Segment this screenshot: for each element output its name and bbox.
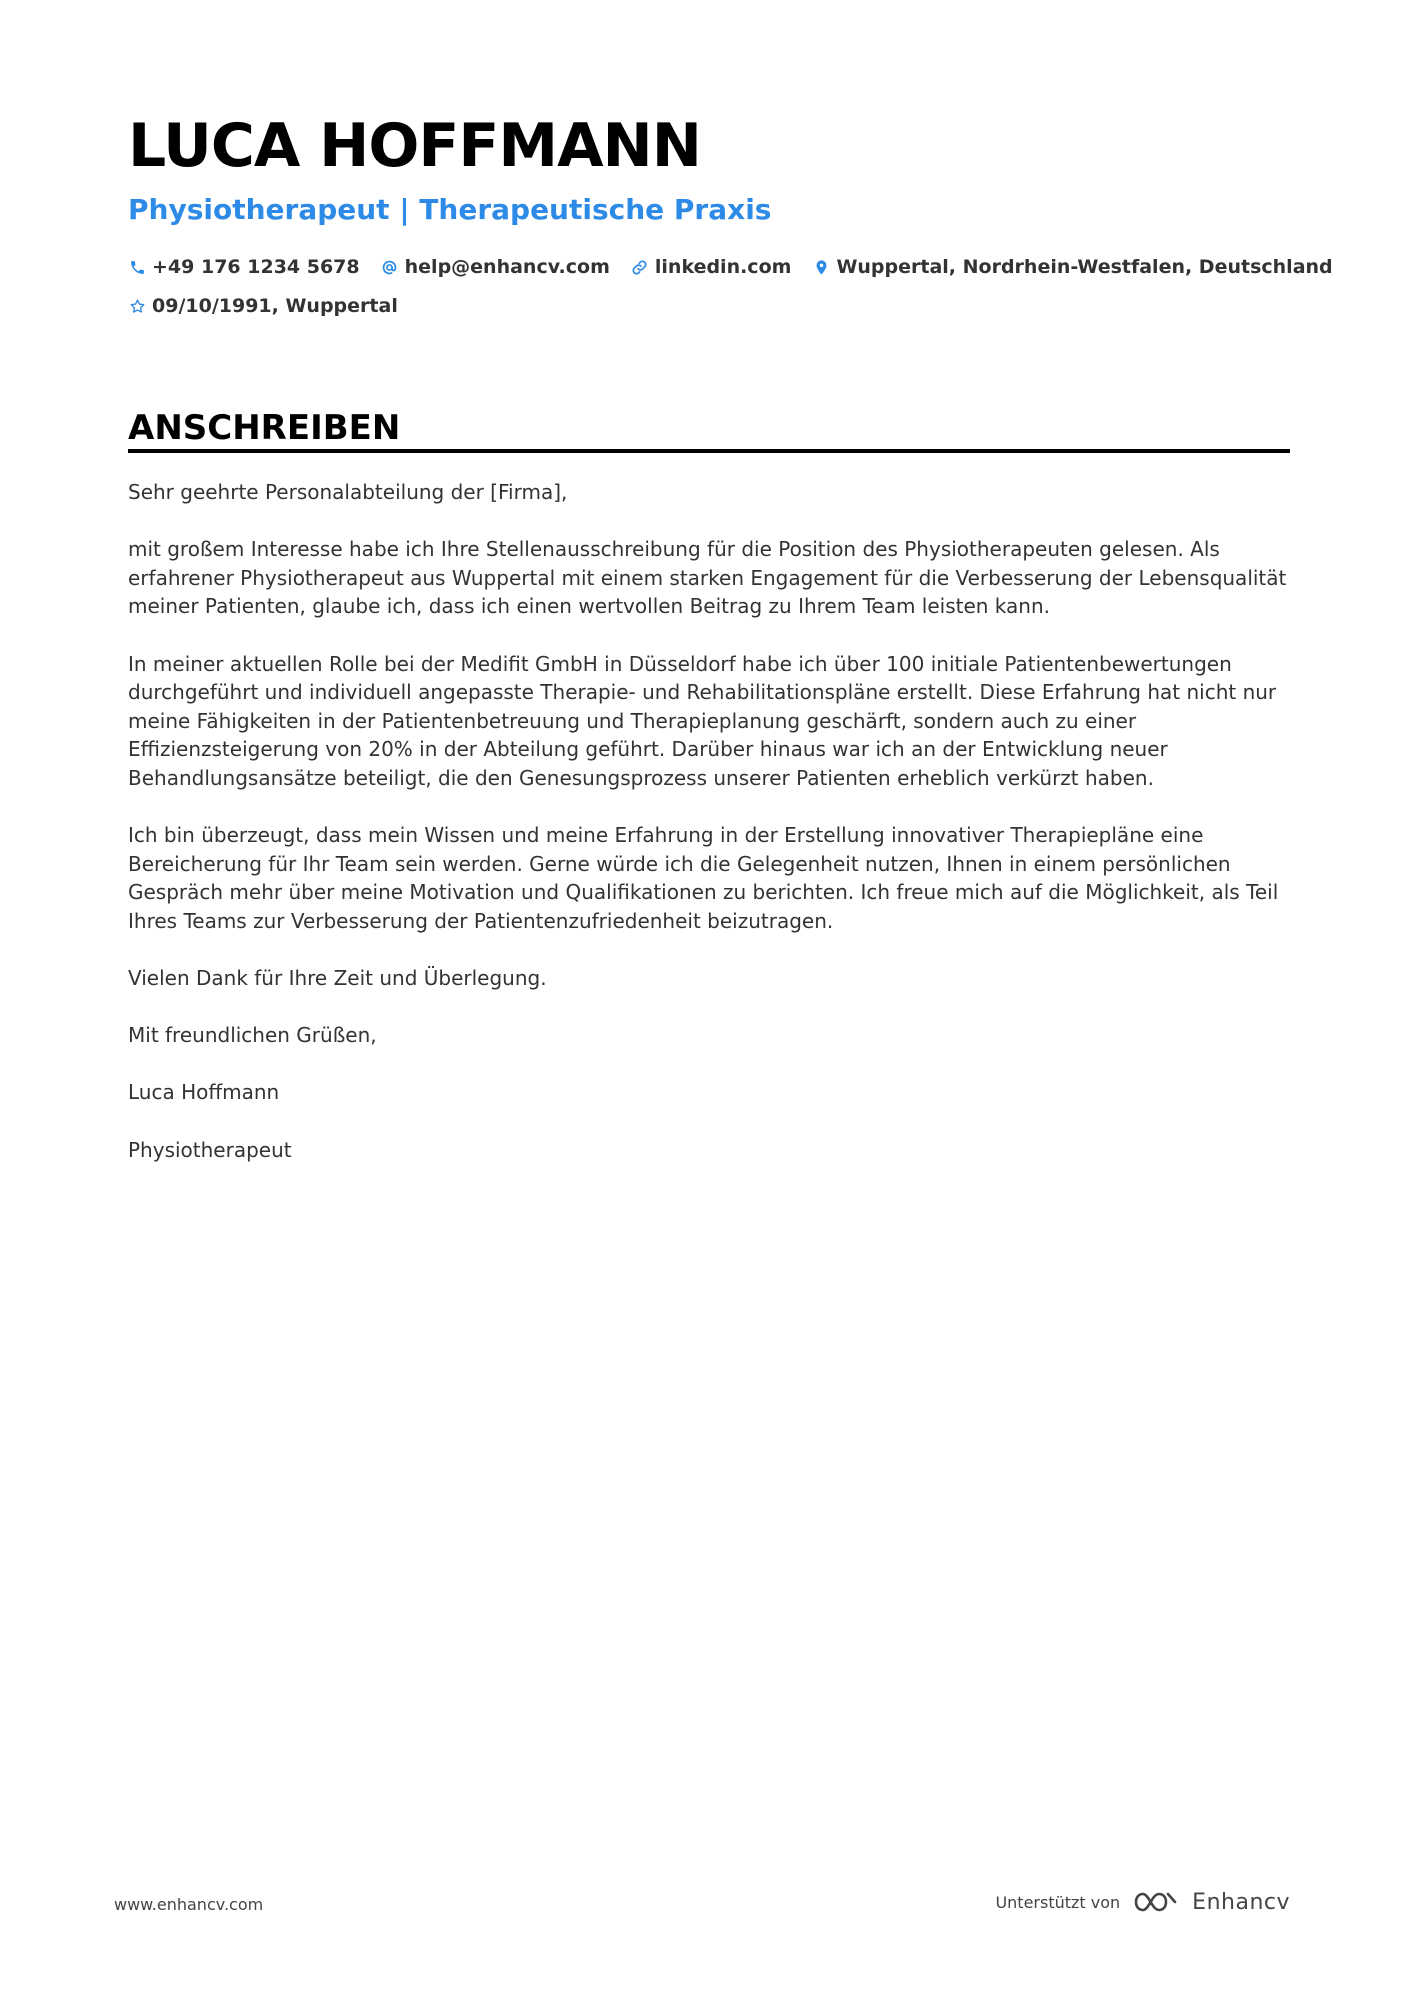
letter-body — [128, 478, 1296, 1193]
contact-email[interactable] — [381, 256, 610, 278]
section-divider — [128, 449, 1290, 453]
at-icon — [381, 258, 399, 276]
location-pin-icon — [812, 258, 830, 276]
phone-icon — [128, 258, 146, 276]
footer-powered-by[interactable] — [995, 1882, 1290, 1922]
section-title: ANSCHREIBEN — [128, 408, 401, 448]
footer-url[interactable]: www.enhancv.com — [114, 1895, 264, 1914]
powered-by-label: Unterstützt von — [995, 1892, 1121, 1912]
linkedin-text: linkedin.com — [654, 256, 792, 278]
star-icon — [128, 297, 146, 315]
birth-text: 09/10/1991, Wuppertal — [152, 295, 398, 317]
link-icon — [631, 258, 649, 276]
location-text: Wuppertal, Nordrhein-Westfalen, Deutschland — [836, 256, 1333, 278]
letter-paragraph: mit großem Interesse habe ich Ihre Stellenausschreibung für die Position des Physiotherapeuten gelesen. Als erfahrener Physiotherapeut aus Wuppertal mit einem starken Engagement für die Verbesserung der Lebensqualität meiner Patienten, glaube ich, dass ich einen wertvollen Beitrag zu Ihrem Team leisten kann. — [128, 537, 1287, 619]
contact-linkedin[interactable] — [631, 256, 792, 278]
signature-title: Physiotherapeut — [128, 1137, 292, 1162]
contact-phone[interactable] — [128, 256, 360, 278]
contact-row — [128, 252, 1354, 282]
enhancv-logo-icon — [1132, 1888, 1178, 1916]
phone-text: +49 176 1234 5678 — [152, 256, 360, 278]
brand-name: Enhancv — [1192, 1889, 1290, 1915]
letter-thanks: Vielen Dank für Ihre Zeit und Überlegung. — [128, 966, 547, 991]
contact-location — [812, 256, 1332, 278]
letter-paragraph: In meiner aktuellen Rolle bei der Medifit GmbH in Düsseldorf habe ich über 100 initiale Patientenbewertungen durchgeführt und individuell angepasste Therapie- und Rehabilitationspläne erstellt. Diese Erfahrung hat nicht nur meine Fähigkeiten in der Patientenbetreuung und Therapieplanung geschärft, sondern auch zu einer Effizienzsteigerung von 20% in der Abteilung geführt. Darüber hinaus war ich an der Entwicklung neuer Behandlungsansätze beteiligt, die den Genesungsprozess unserer Patienten erheblich verkürzt haben. — [128, 651, 1277, 790]
signature-name: Luca Hoffmann — [128, 1080, 280, 1105]
letter-closing: Mit freundlichen Grüßen, — [128, 1023, 377, 1048]
contact-row-birth — [128, 291, 419, 321]
email-text: help@enhancv.com — [404, 256, 610, 278]
letter-salutation: Sehr geehrte Personalabteilung der [Firma], — [128, 480, 568, 504]
contact-birth — [128, 295, 398, 317]
letter-paragraph: Ich bin überzeugt, dass mein Wissen und meine Erfahrung in der Erstellung innovativer Therapiepläne eine Bereicherung für Ihr Team sein werden. Gerne würde ich die Gelegenheit nutzen, Ihnen in einem persönlichen Gespräch mehr über meine Motivation und Qualifikationen zu berichten. Ich freue mich auf die Möglichkeit, als Teil Ihres Teams zur Verbesserung der Patientenzufriedenheit beizutragen. — [128, 823, 1279, 933]
applicant-headline: Physiotherapeut | Therapeutische Praxis — [128, 193, 772, 226]
applicant-name: LUCA HOFFMANN — [128, 111, 701, 181]
